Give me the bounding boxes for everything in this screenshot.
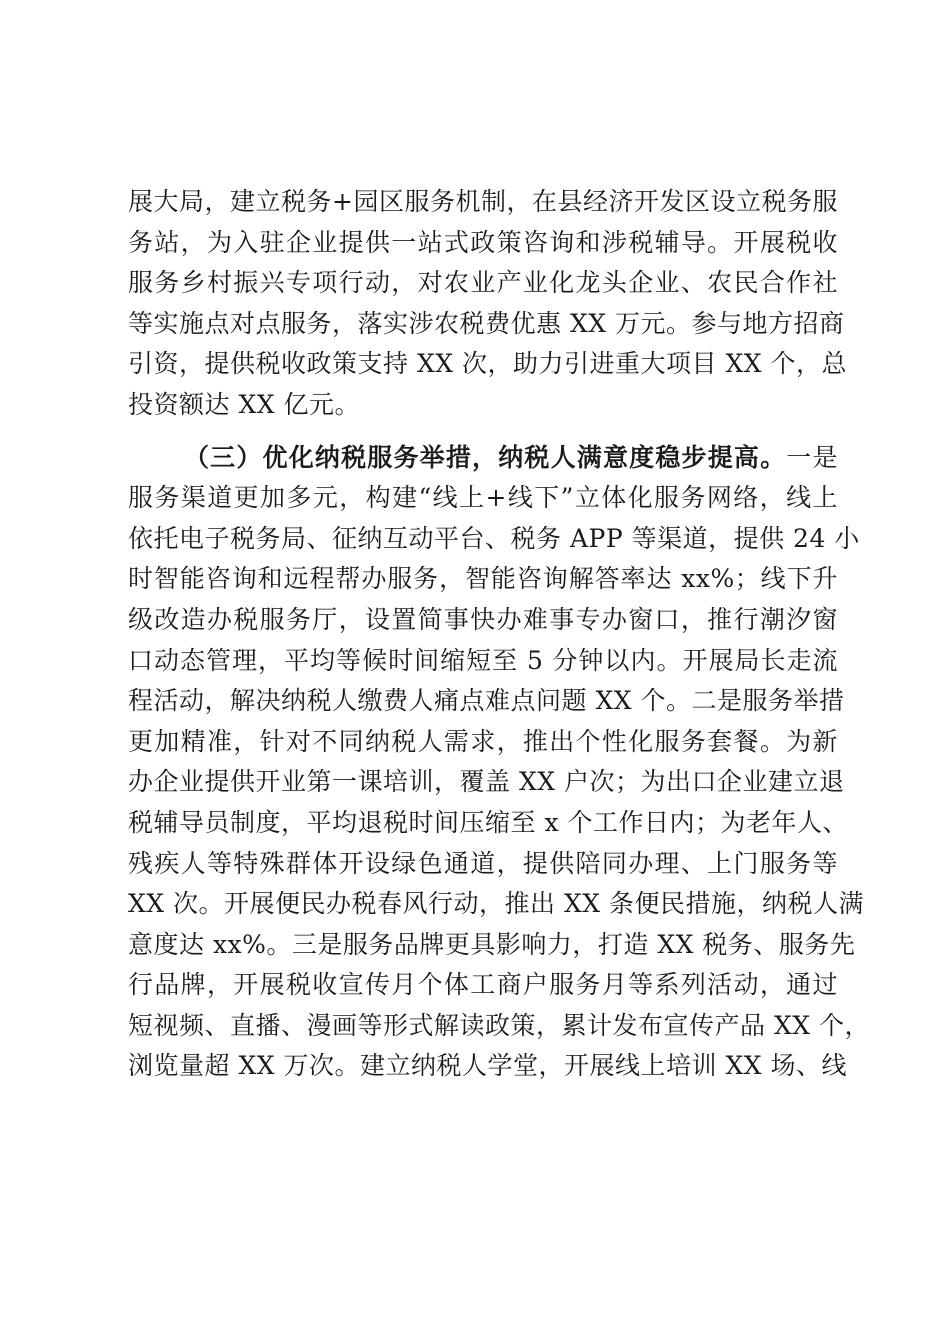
paragraph-1: [128, 182, 847, 426]
paragraph-2-line: XX 次。开展便民办税春风行动，推出 XX 条便民措施，纳税人满: [128, 889, 865, 919]
paragraph-2-first-line: [128, 438, 838, 479]
paragraph-2-line: 短视频、直播、漫画等形式解读政策，累计发布宣传产品 XX 个，: [128, 1010, 870, 1040]
paragraph-1-line: 引资，提供税收政策支持 XX 次，助力引进重大项目 XX 个，总: [128, 349, 847, 379]
document-body: [128, 182, 870, 1087]
paragraph-2-line: 浏览量超 XX 万次。建立纳税人学堂，开展线上培训 XX 场、线: [128, 1051, 847, 1081]
paragraph-2-line: 残疾人等特殊群体开设绿色通道，提供陪同办理、上门服务等: [128, 848, 838, 878]
paragraph-2: [128, 438, 870, 1088]
section-heading: （三）优化纳税服务举措，纳税人满意度稳步提高。: [184, 442, 787, 472]
paragraph-2-line: 级改造办税服务厅，设置简事快办难事专办窗口，推行潮汐窗: [128, 604, 838, 634]
paragraph-2-line: 程活动，解决纳税人缴费人痛点难点问题 XX 个。二是服务举措: [128, 686, 845, 716]
paragraph-2-line: 依托电子税务局、征纳互动平台、税务 APP 等渠道，提供 24 小: [128, 523, 860, 553]
paragraph-2-line: 税辅导员制度，平均退税时间压缩至 x 个工作日内；为老年人、: [128, 807, 848, 837]
paragraph-2-first-line-text: 一是: [786, 442, 838, 472]
paragraph-1-line: 展大局，建立税务+园区服务机制，在县经济开发区设立税务服: [128, 187, 838, 216]
paragraph-2-line: 行品牌，开展税收宣传月个体工商户服务月等系列活动，通过: [128, 970, 838, 1000]
paragraph-2-line: 服务渠道更加多元，构建“线上+线下”立体化服务网络，线上: [128, 483, 838, 513]
paragraph-1-line: 服务乡村振兴专项行动，对农业产业化龙头企业、农民合作社: [128, 268, 838, 298]
paragraph-2-line: 办企业提供开业第一课培训，覆盖 XX 户次；为出口企业建立退: [128, 767, 845, 797]
paragraph-1-line: 务站，为入驻企业提供一站式政策咨询和涉税辅导。开展税收: [128, 227, 838, 257]
paragraph-2-line: 更加精准，针对不同纳税人需求，推出个性化服务套餐。为新: [128, 726, 838, 756]
paragraph-2-line: 意度达 xx%。三是服务品牌更具影响力，打造 XX 税务、服务先: [128, 929, 856, 959]
paragraph-1-line: 投资额达 XX 亿元。: [128, 389, 360, 419]
paragraph-1-line: 等实施点对点服务，落实涉农税费优惠 XX 万元。参与地方招商: [128, 308, 845, 338]
paragraph-2-line: 口动态管理，平均等候时间缩短至 5 分钟以内。开展局长走流: [128, 645, 838, 675]
paragraph-2-line: 时智能咨询和远程帮办服务，智能咨询解答率达 xx%；线下升: [128, 564, 838, 594]
